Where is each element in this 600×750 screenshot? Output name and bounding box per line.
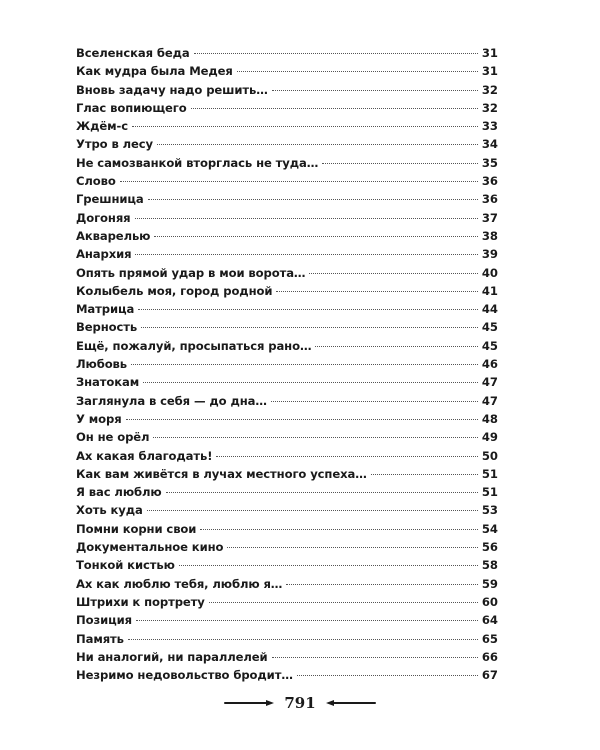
toc-entry [76, 630, 498, 648]
dot-leader [135, 218, 478, 219]
toc-entry-title: Помни корни свои [76, 521, 197, 536]
dot-leader [136, 620, 478, 621]
toc-entry [76, 318, 498, 336]
toc-entry [76, 410, 498, 428]
toc-entry-title: Документальное кино [76, 540, 224, 555]
toc-entry [76, 447, 498, 465]
toc-entry-page: 50 [481, 448, 498, 463]
toc-entry-title: Верность [76, 320, 138, 335]
toc-entry [76, 337, 498, 355]
toc-entry [76, 428, 498, 446]
toc-entry [76, 81, 498, 99]
table-of-contents [76, 44, 498, 684]
toc-entry-page: 47 [481, 375, 498, 390]
toc-entry-title: Ни аналогий, ни параллелей [76, 649, 268, 664]
toc-entry-page: 45 [481, 338, 498, 353]
dot-leader [126, 419, 478, 420]
toc-entry-title: Незримо недовольство бродит… [76, 668, 293, 683]
toc-entry-page: 66 [481, 649, 498, 664]
toc-entry-page: 65 [481, 631, 498, 646]
toc-entry [76, 648, 498, 666]
toc-entry-title: Он не орёл [76, 430, 150, 445]
toc-entry-title: Ещё, пожалуй, просыпаться рано… [76, 338, 312, 353]
dot-leader [157, 144, 478, 145]
toc-entry-page: 64 [481, 613, 498, 628]
dot-leader [138, 309, 478, 310]
toc-entry-title: Любовь [76, 357, 128, 372]
toc-entry-title: Ах как люблю тебя, люблю я… [76, 576, 283, 591]
toc-entry [76, 44, 498, 62]
dot-leader [131, 364, 478, 365]
dot-leader [166, 492, 478, 493]
toc-entry-page: 34 [481, 137, 498, 152]
toc-entry-page: 59 [481, 576, 498, 591]
toc-entry-title: Память [76, 631, 124, 646]
toc-entry-title: У моря [76, 411, 122, 426]
toc-entry-page: 46 [481, 357, 498, 372]
dot-leader [194, 53, 478, 54]
dot-leader [200, 529, 478, 530]
toc-entry-title: Заглянула в себя — до дна… [76, 393, 267, 408]
toc-entry-title: Ждём-с [76, 119, 128, 134]
toc-entry-page: 36 [481, 174, 498, 189]
toc-entry-title: Позиция [76, 613, 132, 628]
dot-leader [120, 181, 478, 182]
toc-entry [76, 520, 498, 538]
toc-entry [76, 282, 498, 300]
toc-entry-title: Я вас люблю [76, 485, 162, 500]
dot-leader [237, 71, 478, 72]
toc-entry [76, 190, 498, 208]
toc-entry-page: 56 [481, 540, 498, 555]
toc-entry-title: Вселенская беда [76, 46, 190, 60]
toc-entry [76, 666, 498, 684]
dot-leader [322, 163, 478, 164]
toc-entry-title: Анархия [76, 247, 132, 262]
toc-entry-title: Опять прямой удар в мои ворота… [76, 265, 306, 280]
dot-leader [132, 126, 478, 127]
dot-leader [371, 474, 478, 475]
toc-entry-page: 60 [481, 594, 498, 609]
toc-entry [76, 373, 498, 391]
dot-leader [276, 291, 477, 292]
toc-entry-title: Не самозванкой вторглась не туда… [76, 155, 319, 170]
dot-leader [297, 675, 478, 676]
toc-entry-page: 53 [481, 503, 498, 518]
left-ornament-icon [224, 700, 270, 706]
toc-entry-page: 37 [481, 210, 498, 225]
toc-entry [76, 355, 498, 373]
toc-entry-title: Тонкой кистью [76, 558, 175, 573]
toc-entry [76, 227, 498, 245]
toc-entry-page: 51 [481, 485, 498, 500]
dot-leader [315, 346, 477, 347]
dot-leader [271, 401, 478, 402]
toc-entry-page: 44 [481, 302, 498, 317]
toc-entry-title: Знатокам [76, 375, 140, 390]
toc-entry-title: Матрица [76, 302, 135, 317]
dot-leader [128, 639, 478, 640]
toc-entry-page: 51 [481, 466, 498, 481]
toc-entry-title: Догоняя [76, 210, 131, 225]
toc-entry-page: 38 [481, 228, 498, 243]
toc-entry-page: 36 [481, 192, 498, 207]
dot-leader [272, 90, 478, 91]
toc-entry-page: 39 [481, 247, 498, 262]
dot-leader [143, 382, 478, 383]
dot-leader [216, 456, 477, 457]
toc-entry-title: Штрихи к портрету [76, 594, 205, 609]
dot-leader [135, 254, 477, 255]
toc-entry [76, 465, 498, 483]
toc-entry-title: Слово [76, 174, 116, 189]
toc-entry-page: 58 [481, 558, 498, 573]
toc-entry [76, 611, 498, 629]
toc-entry [76, 209, 498, 227]
page-footer [0, 690, 600, 716]
toc-entry [76, 300, 498, 318]
toc-entry [76, 117, 498, 135]
toc-entry-title: Акварелью [76, 228, 151, 243]
toc-entry-page: 33 [481, 119, 498, 134]
dot-leader [179, 565, 478, 566]
toc-entry [76, 99, 498, 117]
dot-leader [272, 657, 478, 658]
toc-entry-title: Утро в лесу [76, 137, 154, 152]
toc-entry-title: Хоть куда [76, 503, 143, 518]
dot-leader [154, 236, 478, 237]
right-ornament-icon [330, 700, 376, 706]
toc-entry-title: Грешница [76, 192, 144, 207]
toc-entry-page: 31 [481, 46, 498, 60]
toc-entry-page: 67 [481, 668, 498, 683]
toc-entry-page: 32 [481, 100, 498, 115]
dot-leader [153, 437, 477, 438]
dot-leader [141, 327, 478, 328]
toc-entry [76, 62, 498, 80]
dot-leader [286, 584, 478, 585]
toc-entry [76, 135, 498, 153]
toc-entry [76, 154, 498, 172]
toc-entry [76, 501, 498, 519]
toc-entry-page: 32 [481, 82, 498, 97]
toc-entry-page: 31 [481, 64, 498, 79]
toc-entry-page: 35 [481, 155, 498, 170]
dot-leader [191, 108, 478, 109]
toc-entry-page: 49 [481, 430, 498, 445]
toc-entry [76, 264, 498, 282]
toc-entry [76, 556, 498, 574]
dot-leader [147, 510, 478, 511]
toc-entry [76, 483, 498, 501]
dot-leader [309, 273, 477, 274]
dot-leader [209, 602, 478, 603]
toc-entry-title: Колыбель моя, город родной [76, 283, 273, 298]
toc-entry [76, 593, 498, 611]
toc-entry-page: 48 [481, 411, 498, 426]
toc-entry [76, 538, 498, 556]
toc-entry-title: Глас вопиющего [76, 100, 187, 115]
toc-entry-title: Вновь задачу надо решить… [76, 82, 268, 97]
toc-entry [76, 575, 498, 593]
toc-entry-page: 47 [481, 393, 498, 408]
toc-entry [76, 392, 498, 410]
toc-entry-title: Ах какая благодать! [76, 448, 213, 463]
toc-entry-title: Как вам живётся в лучах местного успеха… [76, 466, 367, 481]
dot-leader [227, 547, 477, 548]
toc-entry [76, 245, 498, 263]
toc-entry-page: 40 [481, 265, 498, 280]
toc-entry-page: 54 [481, 521, 498, 536]
toc-entry-page: 45 [481, 320, 498, 335]
page-number: 791 [284, 694, 316, 712]
toc-entry-title: Как мудра была Медея [76, 64, 233, 79]
toc-entry [76, 172, 498, 190]
toc-entry-page: 41 [481, 283, 498, 298]
dot-leader [148, 199, 478, 200]
